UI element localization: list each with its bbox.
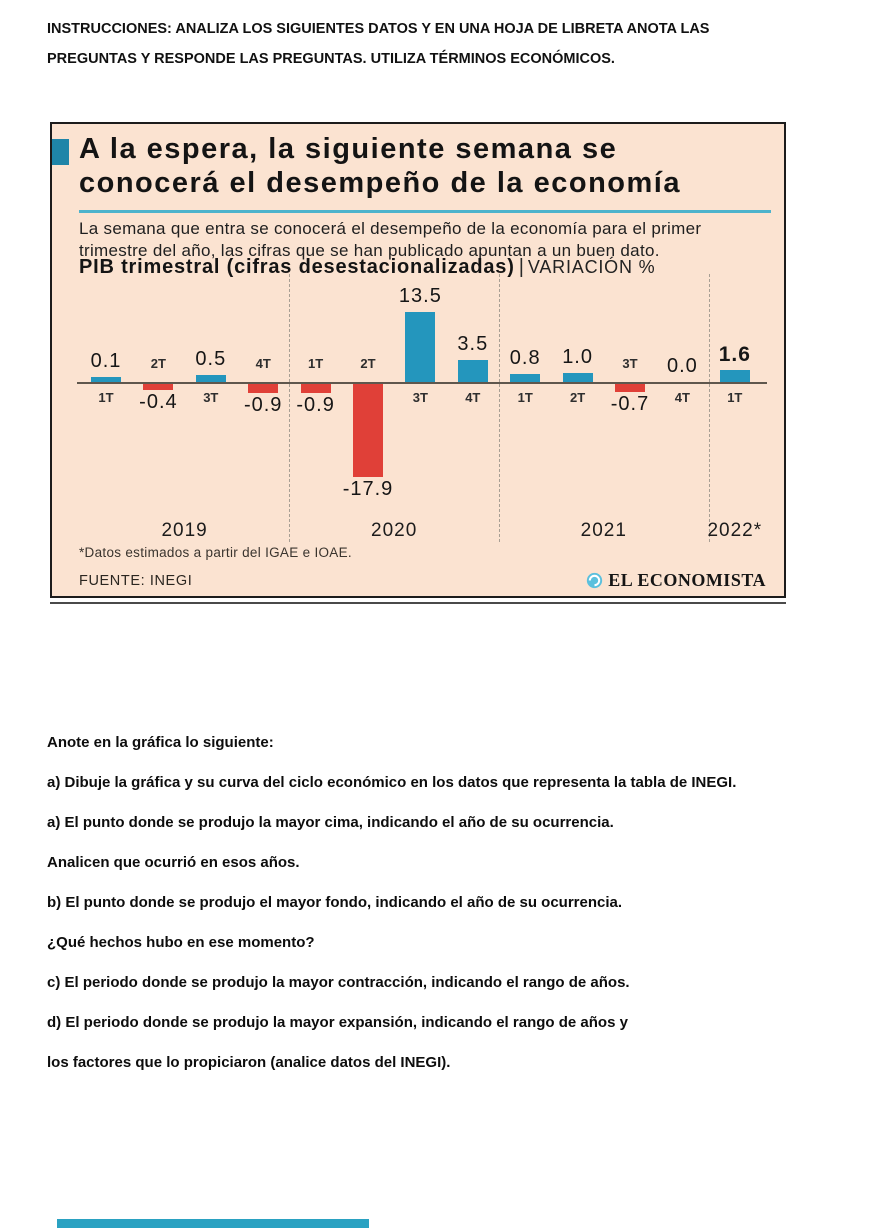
bottom-teal-bar [57,1219,369,1228]
bar-value-label: -0.7 [610,393,650,415]
question-line: los factores que lo propiciaron (analice datos del INEGI). [47,1054,451,1071]
quarter-label: 4T [465,390,481,405]
bar-value-label: 0.0 [666,355,698,377]
bar-value-label: -0.9 [296,394,335,416]
title-bullet-square [52,139,69,165]
quarter-label: 3T [203,390,219,405]
quarter-label: 3T [412,390,428,405]
el-economista-logo-icon [586,572,603,589]
year-separator [709,274,710,542]
title-underline [79,210,771,213]
question-line: a) El punto donde se produjo la mayor cima, indicando el año de su ocurrencia. [47,814,614,831]
bar [353,384,383,477]
bar [301,384,331,393]
article-title [79,132,779,200]
bar [720,370,750,382]
card-bottom-rule [50,602,786,604]
brand-lockup [586,570,766,591]
chart-heading-divider: | [518,256,524,278]
year-separator [499,274,500,542]
quarter-label: 1T [98,390,114,405]
question-line: b) El punto donde se produjo el mayor fondo, indicando el año de su ocurrencia. [47,894,623,911]
bar-value-label: 0.5 [195,348,227,370]
questions-intro: Anote en la gráfica lo siguiente: [47,734,274,751]
source-label: FUENTE: INEGI [79,572,193,589]
bar [91,377,121,382]
chart-heading-bold: PIB trimestral (cifras desestacionalizadas) [79,256,515,278]
article-subtitle-line-1: La semana que entra se conocerá el desempeño de la economía para el primer [79,219,702,238]
instructions-line-2: PREGUNTAS Y RESPONDE LAS PREGUNTAS. UTILIZA TÉRMINOS ECONÓMICOS. [47,51,615,67]
bar [458,360,488,382]
article-title-line-1: A la espera, la siguiente semana se [79,133,618,165]
question-line: ¿Qué hechos hubo en ese momento? [47,934,315,951]
quarter-label: 4T [255,356,271,371]
question-line: Analicen que ocurrió en esos años. [47,854,300,871]
bar [248,384,278,393]
bar [510,374,540,382]
bar-value-label: 0.8 [509,347,541,369]
instructions-text [47,14,847,74]
quarter-label: 2T [360,356,376,371]
bar [563,373,593,382]
chart-footnote: *Datos estimados a partir del IGAE e IOAE. [79,545,352,560]
question-line: c) El periodo donde se produjo la mayor contracción, indicando el rango de años. [47,974,630,991]
quarter-label: 2T [150,356,166,371]
bar-chart [60,274,776,558]
bar [196,375,226,382]
article-subtitle-line-2: trimestre del año, las cifras que se han publicado apuntan a un buen dato. [79,241,660,260]
year-label: 2019 [161,520,208,541]
bar-value-label: 3.5 [457,333,489,355]
bar-value-label: -17.9 [342,478,394,500]
quarter-label: 1T [517,390,533,405]
quarter-label: 1T [308,356,324,371]
bar [405,312,435,382]
bar-value-label: 0.1 [90,350,122,372]
chart-heading-units: VARIACIÓN % [527,257,656,277]
bar [615,384,645,392]
year-label: 2020 [371,520,418,541]
bar-value-label: -0.4 [139,391,178,413]
year-label: 2022* [707,520,763,541]
quarter-label: 4T [674,390,690,405]
bar-value-label: 1.0 [562,346,593,368]
year-label: 2021 [580,520,627,541]
bar [143,384,173,390]
bar-value-label: 13.5 [398,285,442,307]
question-line: a) Dibuje la gráfica y su curva del ciclo económico en los datos que representa la tabla de INEGI. [47,774,737,791]
question-line: d) El periodo donde se produjo la mayor expansión, indicando el rango de años y [47,1014,628,1031]
quarter-label: 3T [622,356,638,371]
article-card [50,122,786,598]
instructions-line-1: INSTRUCCIONES: ANALIZA LOS SIGUIENTES DATOS Y EN UNA HOJA DE LIBRETA ANOTA LAS [47,21,710,37]
source-row [79,570,766,591]
bar-value-label: -0.9 [243,394,283,416]
x-axis-line [77,382,767,384]
article-title-line-2: conocerá el desempeño de la economía [79,167,681,199]
questions-block [47,733,852,1093]
brand-name: EL ECONOMISTA [608,570,766,590]
quarter-label: 2T [570,390,586,405]
quarter-label: 1T [727,390,743,405]
bar-value-label: 1.6 [718,343,751,366]
